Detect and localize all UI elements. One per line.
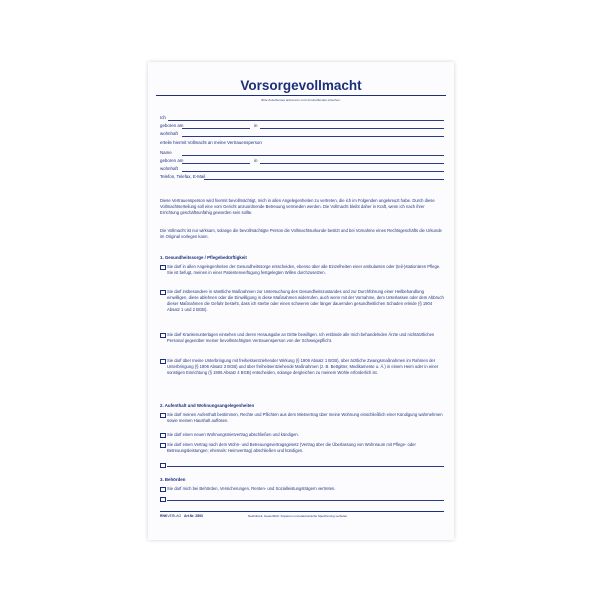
intro-paragraph-2: Die Vollmacht ist nur wirksam, solange die bevollmächtigte Person die Vollmachtsurkunde besitzt und bei Vornahme eines Rechtsgeschäfts die Urkunde im Original vorlegen kann. [160,228,442,240]
field-label-in-2: in [254,158,258,163]
checkbox[interactable] [160,487,166,493]
field-label-geboren-am-2: geboren am [160,158,184,163]
copyright-note: Nachdruck, Gewerblich: Kopieren und elektronische Speicherung verboten. [248,514,349,518]
field-label-geboren-am: geboren am [160,123,184,128]
form-sheet [148,62,454,540]
checkbox[interactable] [160,463,166,469]
checkbox[interactable] [160,359,166,365]
checkbox[interactable] [160,333,166,339]
document-title: Vorsorgevollmacht [240,78,362,93]
publisher-name-bold: RNK [160,514,168,518]
checkbox-label: Sie darf über meine Unterbringung mit freiheitsentziehender Wirkung (§ 1906 Absatz 1 BGB), über ärztliche Zwangsmaßnahmen im Rahmen der Unterbringung (§ 1906 Absatz 3 BGB) und über freiheitsentziehende Maßnahmen (z. B. Bettgitter, Medikamente u. Ä.) in einem Heim oder in einer sonstigen Einrichtung (§ 1906 Absatz 4 BGB) entscheiden, solange dergleichen zu meinem Wohle erforderlich ist. [167,358,439,376]
field-label-wohnhaft-2: wohnhaft [160,166,178,171]
checkbox[interactable] [160,290,166,296]
footer-divider [160,511,444,512]
field-line-wohnhaft-2[interactable] [182,171,444,172]
section-heading-behoerden: 3. Behörden [160,477,186,482]
checkbox[interactable] [160,413,166,419]
checkbox-label: Sie darf Krankenunterlagen einsehen und deren Herausgabe an Dritte bewilligen. Ich entbinde alle mich behandelnden Ärzte und nichtärztliches Personal gegenüber meiner bevollmächtigten Vertrauensperson von der Schweigepflicht. [167,332,435,344]
article-number: Art.Nr. 2893 [184,514,203,518]
field-line-wohnhaft[interactable] [182,136,444,137]
field-line-telefon[interactable] [204,179,444,180]
free-text-line[interactable] [167,500,444,501]
field-label-wohnhaft: wohnhaft [160,131,178,136]
field-line-geburtsort-2[interactable] [260,163,444,164]
field-label-name: Name [160,150,172,155]
publisher-logo [160,514,181,518]
title-underline [156,95,446,96]
checkbox-label: Sie darf insbesondere in sämtliche Maßnahmen zur Untersuchung des Gesundheitszustandes und zur Durchführung einer Heilbehandlung einwilligen, diese ablehnen oder die Einwilligung in diese Maßnahmen widerrufen, auch wenn mit der Vornahme, dem Unterlassen oder dem Abbruch dieser Maßnahmen die Gefahr besteht, dass ich sterbe oder einen schweren oder länger dauernden gesundheitlichen Schaden erleide (§ 1904 Absatz 1 und 2 BGB). [167,289,444,313]
intro-paragraph: Diese Vertrauensperson wird hiermit bevollmächtigt, mich in allen Angelegenheiten zu vertreten, die ich im Folgenden angekreuzt habe. Durch diese Vollmachtserteilung soll eine vom Gericht anzuordnende Betreuung vermieden werden. Die Vollmacht bleibt daher in Kraft, wenn ich nach ihrer Errichtung geschäftsunfähig geworden sein sollte. [160,198,435,216]
field-line-name[interactable] [182,155,444,156]
field-line-geboren-am-2[interactable] [182,163,250,164]
checkbox-label: Sie darf in allen Angelegenheiten der Gesundheitssorge entscheiden, ebenso über alle Einzelheiten einer ambulanten oder (teil-)stationären Pflege. Sie ist befugt, meinen in einer Patientenverfügung festgelegten Willen durchzusetzen. [167,264,441,276]
field-label-telefon: Telefon, Telefax, E-Mail [160,174,206,179]
field-label-ich: Ich [160,115,166,120]
section-heading-aufenthalt: 2. Aufenthalt und Wohnungsangelegenheiten [160,403,255,408]
checkbox-label: Sie darf einen neuen Wohnungsmietvertrag abschließen und kündigen. [167,432,299,437]
checkbox[interactable] [160,433,166,439]
checkbox[interactable] [160,497,166,503]
erteile-vollmacht-text: erteile hiermit Vollmacht an meine Vertrauensperson [160,140,262,145]
publisher-name: VERLAG [167,514,182,518]
field-line-geburtsort[interactable] [260,128,444,129]
free-text-line[interactable] [167,466,444,467]
field-line-ich[interactable] [168,120,444,121]
checkbox-label: Sie darf mich bei Behörden, Versicherungen, Renten- und Sozialleistungsträgern vertreten. [167,486,336,491]
checkbox[interactable] [160,443,166,449]
checkbox-label: Sie darf meinen Aufenthalt bestimmen, Rechte und Pflichten aus dem Mietvertrag über meine Wohnung einschließlich einer Kündigung wahrnehmen sowie meinen Haushalt auflösen. [167,412,443,424]
document-subtitle: Bitte Zutreffendes ankreuzen und Unzutreffendes streichen. [261,98,341,102]
field-line-geboren-am[interactable] [182,128,250,129]
checkbox[interactable] [160,265,166,271]
section-heading-gesundheitssorge: 1. Gesundheitssorge / Pflegebedürftigkeit [160,255,247,260]
field-label-in: in [254,123,258,128]
checkbox-label: Sie darf einen Vertrag nach dem Wohn- und Betreuungsvertragsgesetz (Vertrag über die Überlassung von Wohnraum mit Pflege- oder Betreuungsleistungen; ehemals: Heimvertrag) abschließen und kündigen. [167,442,416,454]
